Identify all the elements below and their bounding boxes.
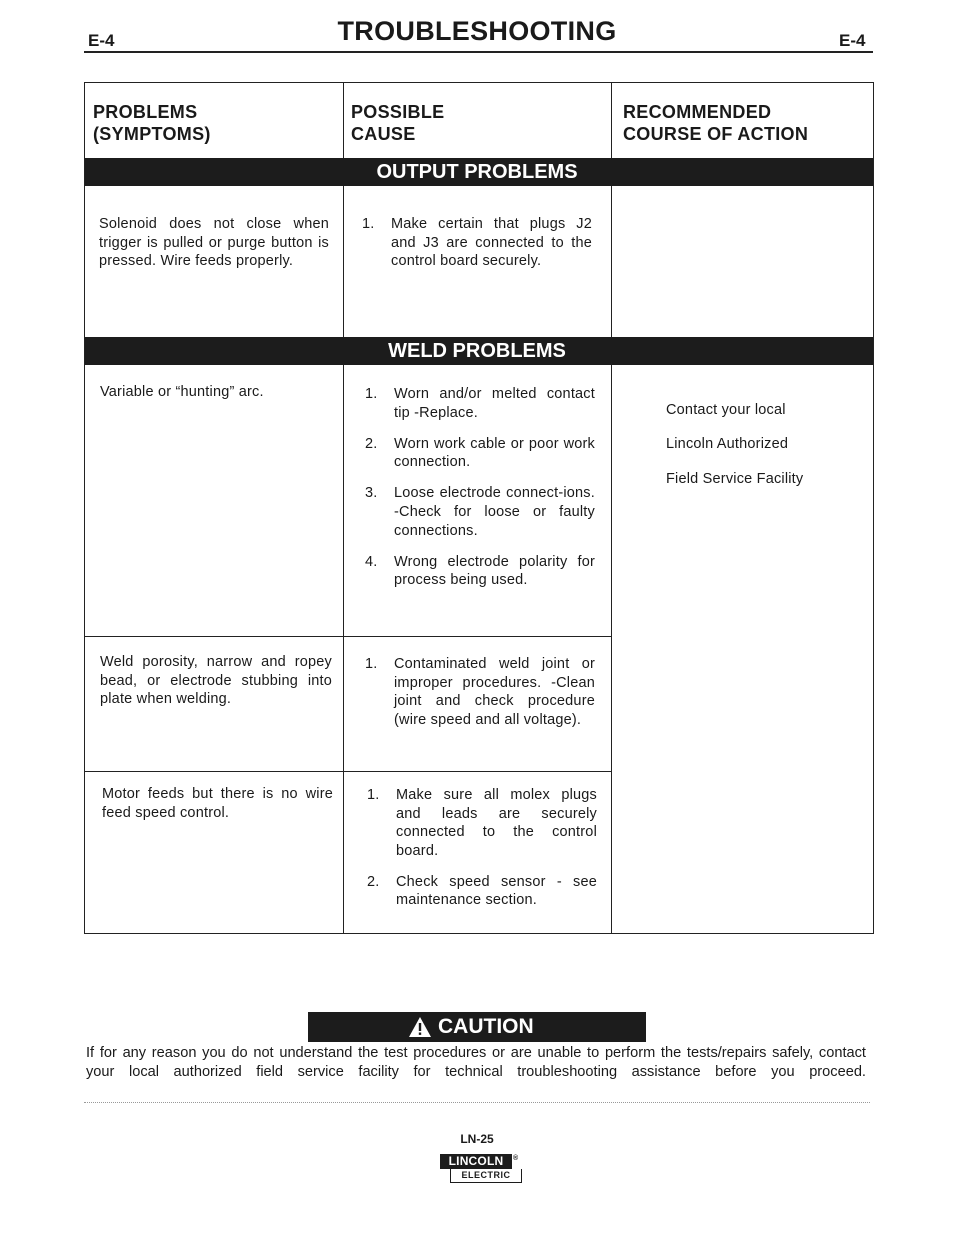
- action-line: Lincoln Authorized: [666, 436, 789, 453]
- symptom-cell: Motor feeds but there is no wire feed speed control.: [102, 786, 333, 821]
- symptom-cell: Variable or “hunting” arc.: [100, 384, 264, 400]
- column-header-problems: PROBLEMS (SYMPTOMS): [93, 102, 211, 144]
- action-cell: [666, 401, 866, 504]
- cause-item: 3. Loose electrode connect-ions. -Check for loose or faulty connections.: [365, 485, 595, 539]
- column-divider: [343, 83, 344, 933]
- lincoln-electric-logo: [440, 1154, 522, 1185]
- caution-text: If for any reason you do not understand the test procedures or are unable to perform the tests/repairs safely, contact your local authorized field service facility for technical troubleshooting assistance before you proceed.: [86, 1045, 866, 1080]
- logo-electric: ELECTRIC: [450, 1169, 522, 1183]
- cause-list: [367, 786, 597, 910]
- page-number-right: E-4: [839, 31, 866, 50]
- header-rule: [84, 51, 873, 53]
- section-title-weld: WELD PROBLEMS: [388, 340, 566, 362]
- column-divider: [611, 83, 612, 933]
- cause-list: [365, 385, 595, 590]
- cause-cell: [362, 215, 592, 283]
- cause-item: 1. Make certain that plugs J2 and J3 are connected to the control board securely.: [362, 216, 592, 270]
- cause-cell: [367, 786, 597, 923]
- caution-banner: [308, 1012, 646, 1042]
- column-header-action: RECOMMENDED COURSE OF ACTION: [623, 102, 809, 144]
- section-band-output: [85, 158, 873, 186]
- cause-list: [365, 655, 595, 729]
- registered-mark: ®: [513, 1155, 519, 1162]
- cause-item: 1. Make sure all molex plugs and leads are securely connected to the control board.: [367, 787, 597, 859]
- warning-triangle-icon: [408, 1016, 432, 1038]
- logo-lincoln: LINCOLN: [440, 1154, 512, 1169]
- cause-cell: [365, 385, 595, 602]
- cause-cell: [365, 655, 595, 742]
- cause-item: 4. Wrong electrode polarity for process being used.: [365, 553, 595, 589]
- cause-list: [362, 215, 592, 271]
- cause-item: 1. Worn and/or melted contact tip -Replace.: [365, 386, 595, 421]
- action-line: Contact your local: [666, 402, 786, 418]
- page-number-left: E-4: [88, 31, 115, 50]
- footer-rule: [84, 1102, 870, 1103]
- column-header-cause: POSSIBLE CAUSE: [351, 102, 445, 144]
- model-number: LN-25: [460, 1132, 494, 1146]
- troubleshooting-table: [84, 82, 874, 934]
- row-divider: [85, 636, 611, 637]
- cause-item: 1. Contaminated weld joint or improper procedures. -Clean joint and check procedure (wire speed and all voltage).: [365, 656, 595, 728]
- row-divider: [85, 771, 611, 772]
- symptom-cell: Weld porosity, narrow and ropey bead, or electrode stubbing into plate when welding.: [100, 654, 332, 708]
- action-line: Field Service Facility: [666, 470, 804, 487]
- caution-label: CAUTION: [438, 1015, 534, 1038]
- page-title: TROUBLESHOOTING: [337, 16, 617, 46]
- section-title-output: OUTPUT PROBLEMS: [376, 161, 578, 183]
- section-band-weld: [85, 337, 873, 365]
- cause-item: 2. Worn work cable or poor work connection.: [365, 435, 595, 471]
- symptom-cell: Solenoid does not close when trigger is pulled or purge button is pressed. Wire feeds properly.: [99, 216, 329, 270]
- cause-item: 2. Check speed sensor - see maintenance section.: [367, 873, 597, 909]
